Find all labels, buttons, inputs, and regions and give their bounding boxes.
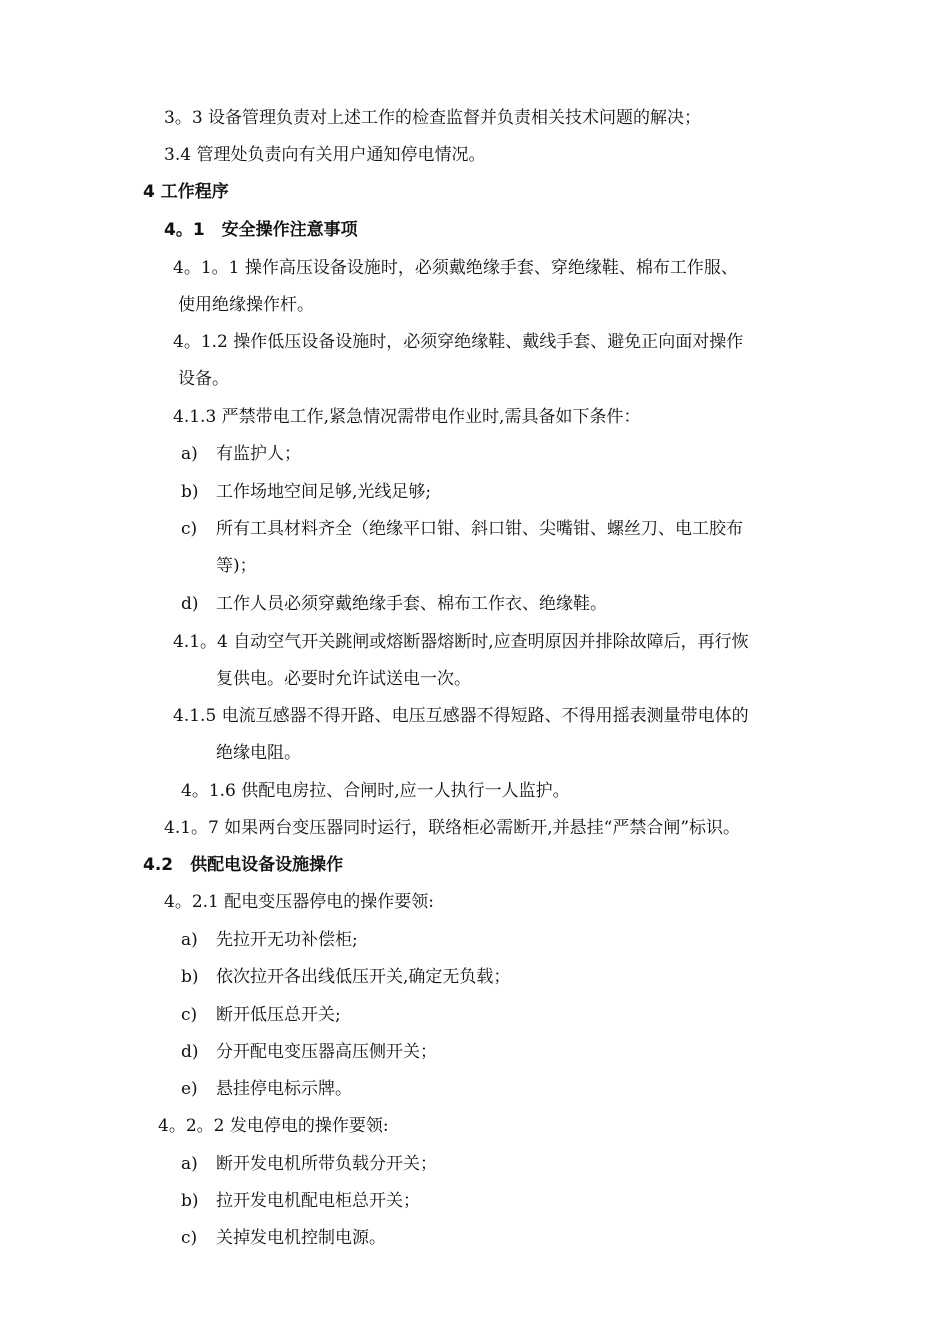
list-item-cont: 等)； xyxy=(216,556,257,576)
clause-4-1-7: 4.1。7 如果两台变压器同时运行，联络柜必需断开,并悬挂“严禁合闸”标识。 xyxy=(164,818,741,838)
clause-4-1-1: 4。1。1 操作高压设备设施时，必须戴绝缘手套、穿绝缘鞋、棉布工作服、 xyxy=(173,258,738,278)
list-item: 悬挂停电标示牌。 xyxy=(216,1079,352,1099)
list-label: a) xyxy=(181,930,198,950)
clause-4-1-2: 4。1.2 操作低压设备设施时，必须穿绝缘鞋、戴线手套、避免正向面对操作 xyxy=(173,332,744,352)
clause-4-1-4: 4.1。4 自动空气开关跳闸或熔断器熔断时,应查明原因并排除故障后，再行恢 xyxy=(173,632,749,652)
list-item: 工作场地空间足够,光线足够; xyxy=(216,482,432,502)
list-label: b) xyxy=(181,482,199,502)
clause-4-2-2: 4。2。2 发电停电的操作要领: xyxy=(158,1116,389,1136)
list-label: a) xyxy=(181,444,198,464)
list-label: d) xyxy=(181,594,199,614)
list-item: 先拉开无功补偿柜; xyxy=(216,930,358,950)
list-label: b) xyxy=(181,967,199,987)
clause-4-1-6: 4。1.6 供配电房拉、合闸时,应一人执行一人监护。 xyxy=(181,781,570,801)
clause-4-1-2-cont: 设备。 xyxy=(178,369,229,389)
paragraph-3-3: 3。3 设备管理负责对上述工作的检查监督并负责相关技术问题的解决； xyxy=(164,108,702,128)
clause-4-1-5: 4.1.5 电流互感器不得开路、电压互感器不得短路、不得用摇表测量带电体的 xyxy=(173,706,749,726)
list-label: a) xyxy=(181,1154,198,1174)
list-label: c) xyxy=(181,1228,198,1248)
list-item: 断开发电机所带负载分开关； xyxy=(216,1154,437,1174)
list-item: 有监护人； xyxy=(216,444,301,464)
clause-4-1-3: 4.1.3 严禁带电工作,紧急情况需带电作业时,需具备如下条件： xyxy=(173,407,641,427)
clause-4-2-1: 4。2.1 配电变压器停电的操作要领: xyxy=(164,892,434,912)
paragraph-3-4: 3.4 管理处负责向有关用户通知停电情况。 xyxy=(164,145,486,165)
list-item: 关掉发电机控制电源。 xyxy=(216,1228,386,1248)
clause-4-1-5-cont: 绝缘电阻。 xyxy=(216,743,301,763)
list-item: 拉开发电机配电柜总开关； xyxy=(216,1191,420,1211)
subsection-heading-4-1: 4。1 安全操作注意事项 xyxy=(164,220,358,240)
list-item: 断开低压总开关; xyxy=(216,1005,341,1025)
list-item: 所有工具材料齐全（绝缘平口钳、斜口钳、尖嘴钳、螺丝刀、电工胶布 xyxy=(216,519,743,539)
list-item: 工作人员必须穿戴绝缘手套、棉布工作衣、绝缘鞋。 xyxy=(216,594,607,614)
section-heading-4: 4 工作程序 xyxy=(143,182,229,202)
list-label: c) xyxy=(181,519,198,539)
list-label: e) xyxy=(181,1079,198,1099)
list-label: b) xyxy=(181,1191,199,1211)
subsection-heading-4-2: 4.2 供配电设备设施操作 xyxy=(143,855,344,875)
clause-4-1-1-cont: 使用绝缘操作杆。 xyxy=(178,295,314,315)
list-label: c) xyxy=(181,1005,198,1025)
list-label: d) xyxy=(181,1042,199,1062)
list-item: 依次拉开各出线低压开关,确定无负载； xyxy=(216,967,511,987)
list-item: 分开配电变压器高压侧开关； xyxy=(216,1042,437,1062)
clause-4-1-4-cont: 复供电。必要时允许试送电一次。 xyxy=(216,669,471,689)
